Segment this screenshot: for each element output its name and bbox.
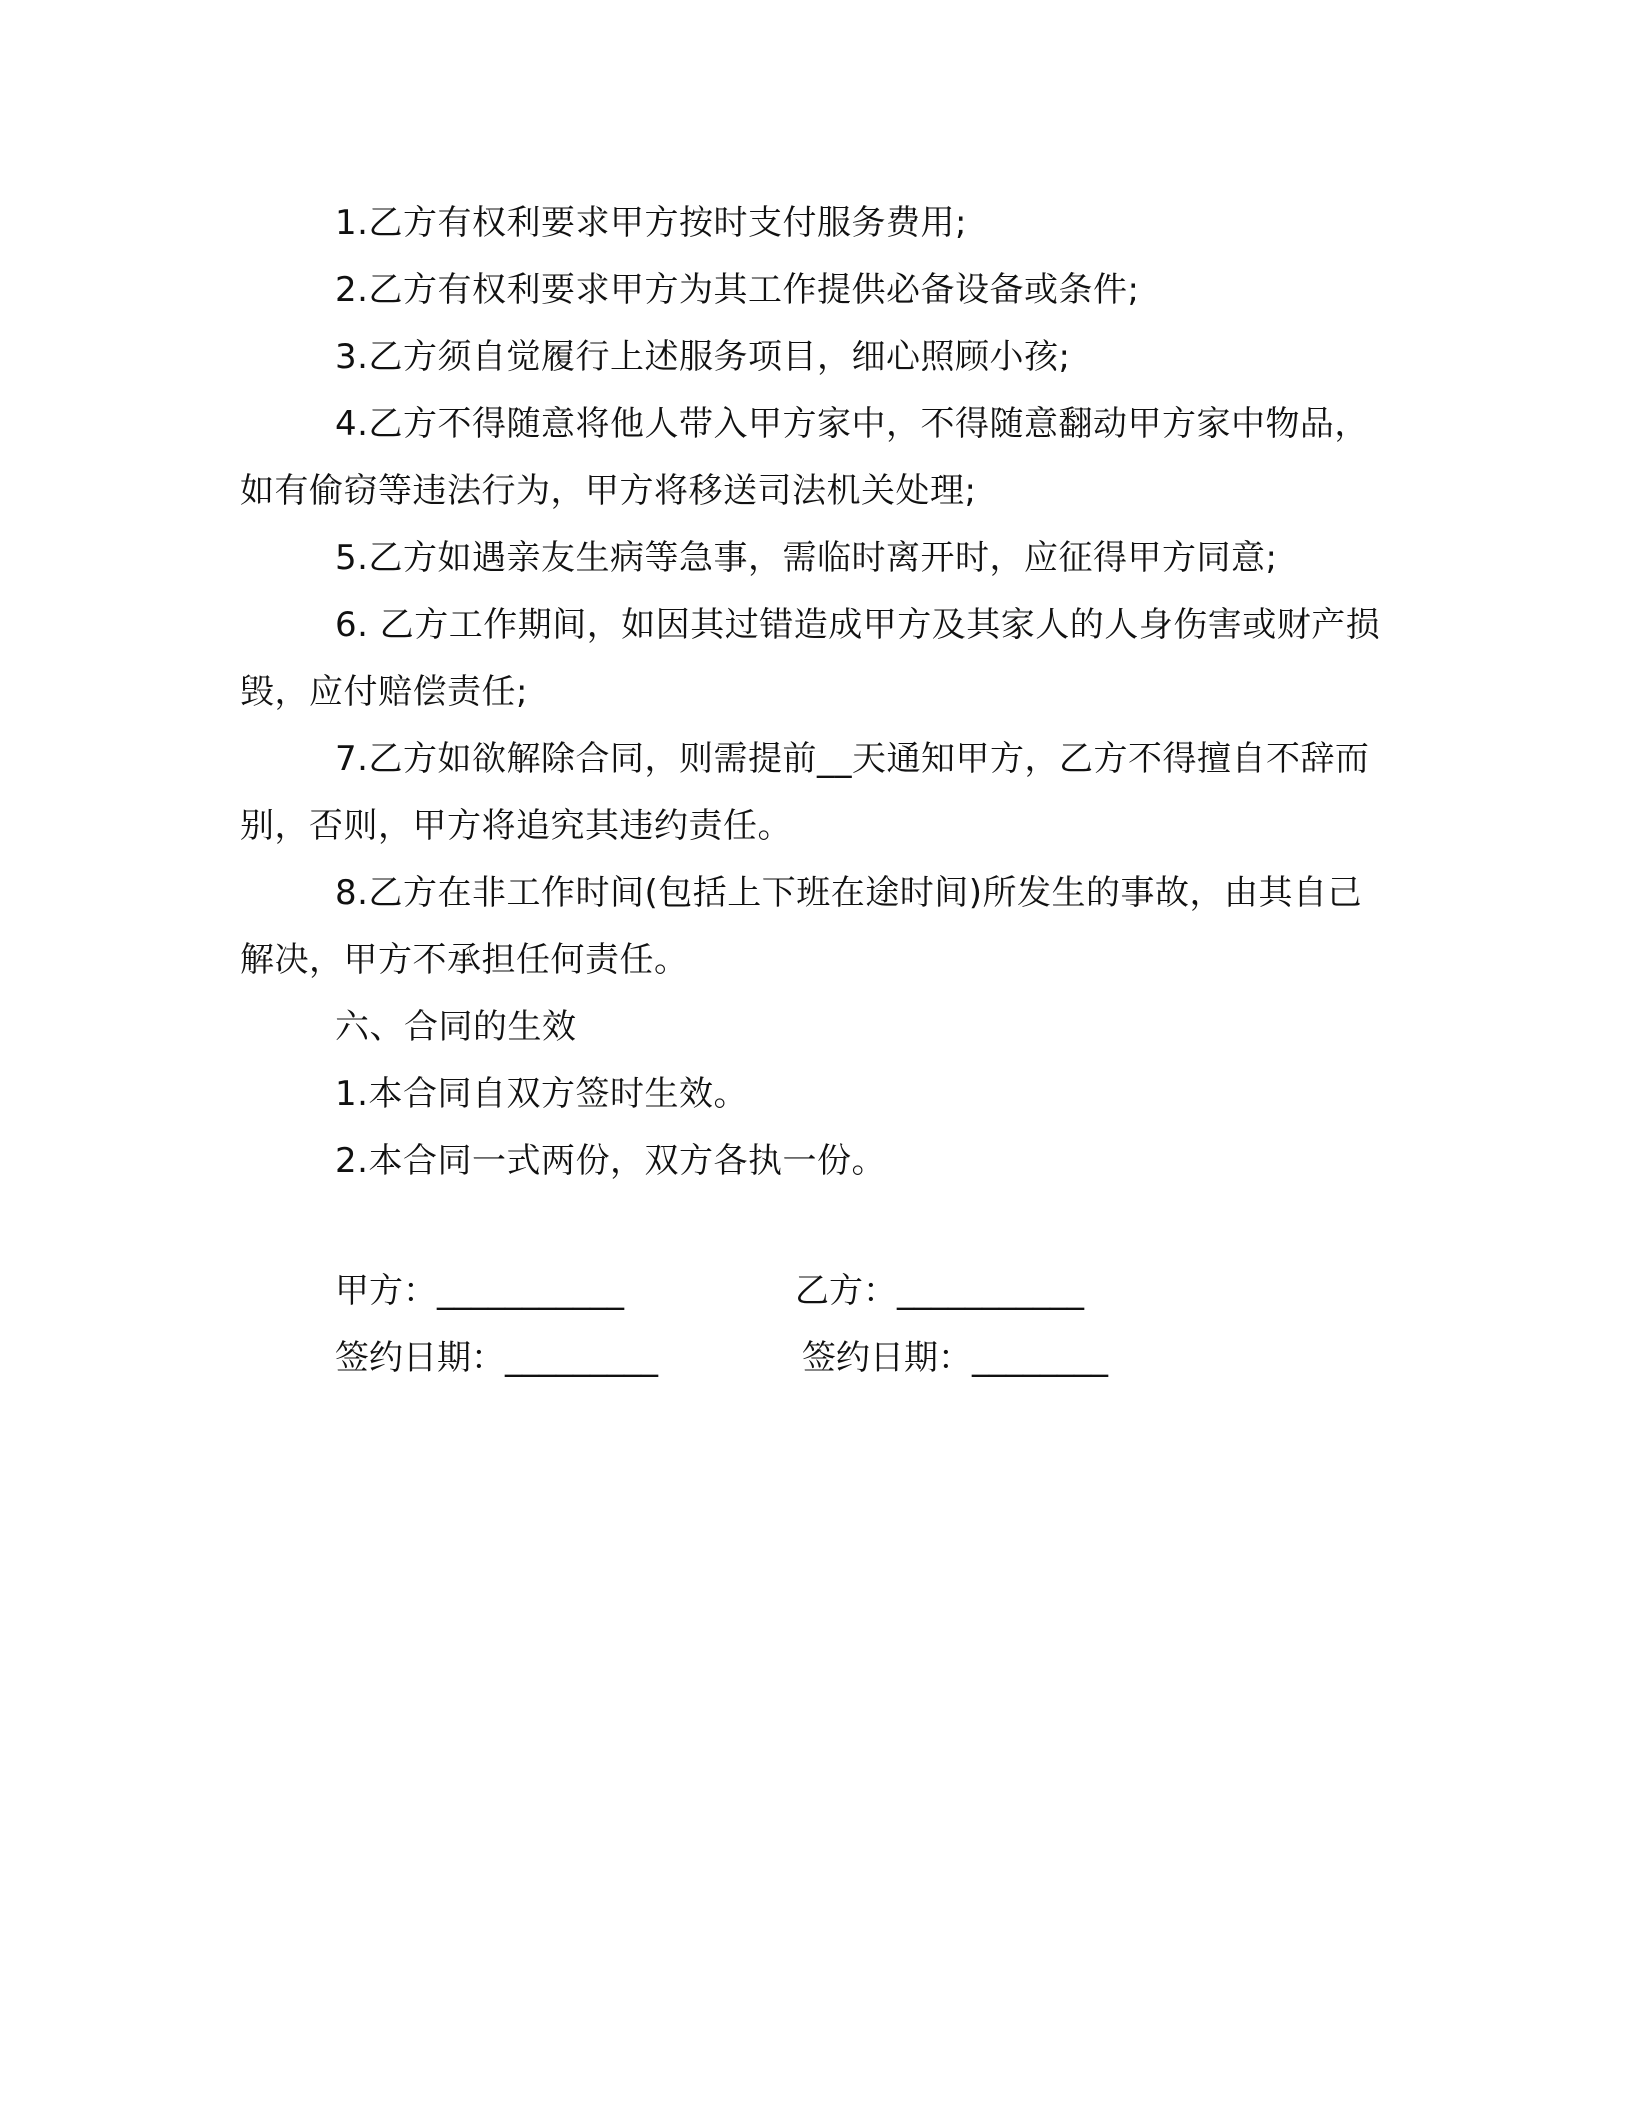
party-a-signing-date: 签约日期：_________ — [335, 1338, 658, 1378]
clause-7: 7.乙方如欲解除合同，则需提前__天通知甲方，乙方不得擅自不辞而别，否则，甲方将追究其违约责任。 — [240, 739, 1370, 846]
signature-block — [335, 1258, 1235, 1392]
section-six-heading: 六、合同的生效 — [335, 1007, 577, 1047]
clause-6: 6. 乙方工作期间，如因其过错造成甲方及其家人的人身伤害或财产损毁，应付赔偿责任; — [240, 605, 1381, 712]
clause-3: 3.乙方须自觉履行上述服务项目，细心照顾小孩; — [335, 337, 1071, 377]
party-b-signature: 乙方：___________ — [795, 1271, 1084, 1311]
clause-8: 8.乙方在非工作时间(包括上下班在途时间)所发生的事故，由其自己解决，甲方不承担任何责任。 — [240, 873, 1362, 980]
section-six-item-2: 2.本合同一式两份，双方各执一份。 — [335, 1141, 886, 1181]
clause-2: 2.乙方有权利要求甲方为其工作提供必备设备或条件; — [335, 270, 1140, 310]
clause-4: 4.乙方不得随意将他人带入甲方家中，不得随意翻动甲方家中物品，如有偷窃等违法行为，甲方将移送司法机关处理; — [240, 404, 1369, 511]
signature-row — [335, 1258, 1235, 1325]
party-a-signature: 甲方：___________ — [335, 1271, 624, 1311]
contract-body — [240, 190, 1384, 1195]
clause-5: 5.乙方如遇亲友生病等急事，需临时离开时，应征得甲方同意; — [335, 538, 1278, 578]
signing-date-row — [335, 1325, 1235, 1392]
party-b-signing-date: 签约日期：________ — [802, 1338, 1108, 1378]
section-six-item-1: 1.本合同自双方签时生效。 — [335, 1074, 748, 1114]
clause-1: 1.乙方有权利要求甲方按时支付服务费用; — [335, 203, 967, 243]
